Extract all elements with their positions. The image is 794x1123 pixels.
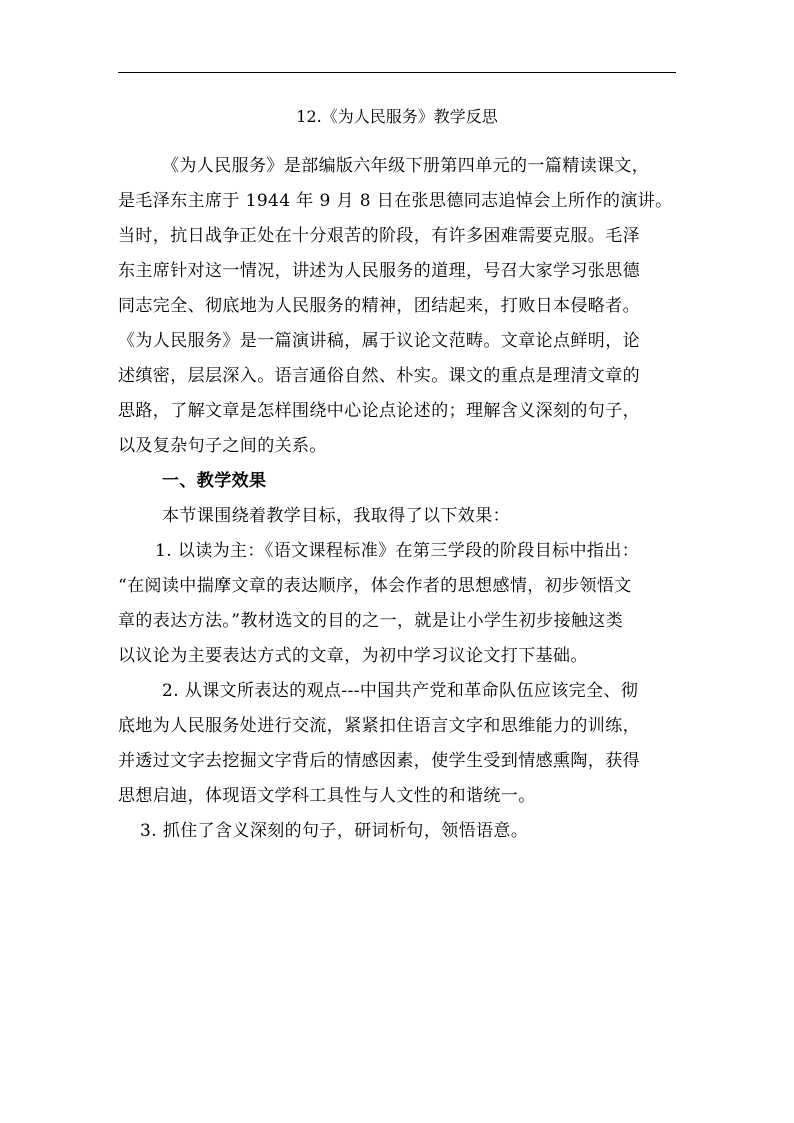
intro-line-6: 《为人民服务》是一篇演讲稿，属于议论文范畴。文章论点鲜明，论 (118, 331, 640, 351)
section-intro: 本节课围绕着教学目标，我取得了以下效果： (162, 506, 510, 526)
section-heading: 一、教学效果 (162, 471, 267, 491)
intro-line-2: 是毛泽东主席于 1944 年 9 月 8 日在张思德同志追悼会上所作的演讲。 (118, 191, 673, 211)
point1-line-1: 1. 以读为主：《语文课程标准》在第三学段的阶段目标中指出： (155, 541, 640, 561)
intro-line-7: 述缜密，层层深入。语言通俗自然、朴实。课文的重点是理清文章的 (118, 366, 640, 386)
intro-line-8: 思路，了解文章是怎样围绕中心论点论述的；理解含义深刻的句子， (118, 401, 640, 421)
point1-line-2: “在阅读中揣摩文章的表达顺序，体会作者的思想感情，初步领悟文 (118, 576, 632, 596)
page-title: 12.《为人民服务》教学反思 (296, 107, 498, 126)
point2-line-3: 并透过文字去挖掘文字背后的情感因素，使学生受到情感熏陶，获得 (118, 751, 640, 771)
point3-line: 3. 抓住了含义深刻的句子，研词析句，领悟语意。 (140, 821, 529, 841)
point1-line-4: 以议论为主要表达方式的文章，为初中学习议论文打下基础。 (118, 646, 588, 666)
intro-line-9: 以及复杂句子之间的关系。 (118, 436, 327, 456)
point2-line-2: 底地为人民服务处进行交流，紧紧扣住语言文字和思维能力的训练， (118, 716, 640, 736)
point1-line-3: 章的表达方法。”教材选文的目的之一，就是让小学生初步接触这类 (118, 611, 624, 631)
intro-line-1: 《为人民服务》是部编版六年级下册第四单元的一篇精读课文， (162, 156, 650, 176)
intro-line-4: 东主席针对这一情况，讲述为人民服务的道理，号召大家学习张思德 (118, 261, 640, 281)
point2-line-1: 2. 从课文所表达的观点---中国共产党和革命队伍应该完全、彻 (162, 681, 639, 701)
header-rule (118, 72, 676, 73)
intro-line-3: 当时，抗日战争正处在十分艰苦的阶段，有许多困难需要克服。毛泽 (118, 226, 640, 246)
intro-line-5: 同志完全、彻底地为人民服务的精神，团结起来，打败日本侵略者。 (118, 296, 640, 316)
point2-line-4: 思想启迪，体现语文学科工具性与人文性的和谐统一。 (118, 786, 536, 806)
